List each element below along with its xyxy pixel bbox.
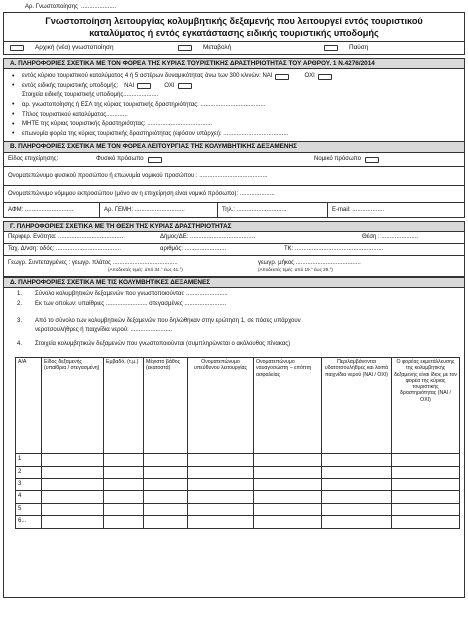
table-cell[interactable]: [322, 516, 392, 528]
table-cell[interactable]: [254, 503, 322, 515]
question-3: [17, 318, 459, 341]
table-cell[interactable]: [254, 491, 322, 503]
col-header-same-operator: Ο φορέας εκμετάλλευσης της κολυμβητικής δεξαμενής είναι ίδιος με τον φορέα της κύριας τουριστικής δραστηριότητας (ΝΑΙ / ΟΧΙ): [392, 358, 460, 454]
entity-type-label: Είδος επιχείρησης:: [8, 156, 59, 163]
coordinates-line: [4, 256, 464, 276]
special-yes-label: ΝΑΙ: [124, 82, 135, 89]
region-line: [4, 232, 464, 244]
table-row: [16, 466, 460, 478]
option-change: [178, 44, 324, 52]
table-cell[interactable]: [42, 478, 104, 490]
col-header-area: Εμβαδό. (τ.μ.): [104, 358, 144, 454]
longitude-field[interactable]: γεωγρ. μήκος .......................................: [258, 259, 361, 266]
table-cell[interactable]: [104, 466, 144, 478]
question-2-number: 2.: [17, 301, 23, 308]
col-header-aa: Α/Α: [16, 358, 42, 454]
table-cell[interactable]: [392, 478, 460, 490]
section-a-heading: Α. ΠΛΗΡΟΦΟΡΙΕΣ ΣΧΕΤΙΚΑ ΜΕ ΤΟΝ ΦΟΡΕΑ ΤΗΣ ΚΥΡΙΑΣ ΤΟΥΡΙΣΤΙΚΗΣ ΔΡΑΣΤΗΡΙΟΤΗΤΑΣ ΤΟΥ ΑΡΘΡΟΥ. 1 Ν.4276/2014: [3, 58, 465, 69]
cessation-checkbox[interactable]: [324, 45, 338, 51]
initial-label: Αρχική (νέα) γνωστοποίηση: [35, 44, 114, 52]
table-cell[interactable]: [188, 454, 254, 466]
natural-person-checkbox[interactable]: [148, 157, 162, 163]
table-cell[interactable]: [254, 478, 322, 490]
table-cell[interactable]: [188, 478, 254, 490]
email-field[interactable]: E-mail: ...................: [332, 206, 385, 213]
row-number: 3: [16, 478, 42, 490]
section-c-body: [3, 232, 465, 277]
table-cell[interactable]: [188, 516, 254, 528]
table-cell[interactable]: [144, 478, 188, 490]
table-cell[interactable]: [42, 491, 104, 503]
table-cell[interactable]: [104, 478, 144, 490]
special-label: εντός ειδικής τουριστικής υποδομής:: [22, 82, 119, 89]
hotel-label: εντός κύριου τουριστικού καταλύματος 4 ή 5 αστέρων δυναμικότητας άνω των 300 κλινών: ΝΑΙ: [22, 73, 273, 80]
special-details-field[interactable]: Στοιχεία ειδικής τουριστικής υποδομής.....................: [22, 92, 159, 99]
table-cell[interactable]: [392, 491, 460, 503]
protocol-number-line: [3, 3, 465, 12]
hotel-yes-checkbox[interactable]: [275, 74, 289, 80]
street-number-field[interactable]: αριθμός: .........................: [160, 246, 227, 253]
table-cell[interactable]: [144, 491, 188, 503]
gemi-field[interactable]: Αρ. ΓΕΜΗ: ..............................: [100, 203, 218, 217]
bullet: •: [12, 110, 15, 118]
table-cell[interactable]: [322, 503, 392, 515]
table-cell[interactable]: [322, 491, 392, 503]
special-no-label: ΟΧΙ: [164, 82, 175, 89]
section-b-heading: Β. ΠΛΗΡΟΦΟΡΙΕΣ ΣΧΕΤΙΚΑ ΜΕ ΤΟΝ ΦΟΡΕΑ ΛΕΙΤΟΥΡΓΙΑΣ ΤΗΣ ΚΟΛΥΜΒΗΤΙΚΗΣ ΔΕΞΑΜΕΝΗΣ: [3, 142, 465, 153]
question-4: [17, 341, 459, 351]
question-1-number: 1.: [17, 291, 23, 298]
table-cell[interactable]: [144, 454, 188, 466]
protocol-number-field[interactable]: .....................: [80, 3, 116, 10]
waterslides-field[interactable]: νεροτσουλήθρες ή παιχνίδια νερού: .........................: [35, 327, 173, 334]
change-label: Μεταβολή: [203, 44, 232, 52]
postcode-field[interactable]: ΤΚ: .....................................................: [284, 246, 384, 253]
table-cell[interactable]: [188, 491, 254, 503]
bullet: •: [12, 72, 15, 80]
section-a-item-operator: [12, 130, 458, 140]
question-3-number: 3.: [17, 318, 23, 325]
section-a-item-special: [12, 82, 458, 92]
section-a-item-license: [12, 101, 458, 111]
form-title-line-2: καταλύματος ή εντός εγκατάστασης ειδικής τουριστικής υποδομής: [89, 27, 379, 38]
table-cell[interactable]: [104, 516, 144, 528]
longitude-hint: (Αποδεκτές τιμές: από 19.° έως 29.°): [258, 267, 333, 272]
table-cell[interactable]: [322, 466, 392, 478]
question-4-number: 4.: [17, 341, 23, 348]
table-cell[interactable]: [322, 478, 392, 490]
pools-table: [15, 357, 460, 528]
table-header-row: [16, 358, 460, 454]
bullet: •: [12, 130, 15, 138]
table-row: [16, 478, 460, 490]
col-header-waterslides: Περιλαμβάνονται υδατοτσουλήθρες και λοιπά παιχνίδια νερού (ΝΑΙ / ΟΧΙ): [322, 358, 392, 454]
notification-type-row: [3, 42, 465, 55]
change-checkbox[interactable]: [178, 45, 192, 51]
natural-person-label: Φυσικό πρόσωπο: [96, 156, 144, 163]
phone-field[interactable]: Τηλ.: ..............................: [218, 203, 328, 217]
section-a-item-special-details: [12, 91, 458, 101]
option-initial: [10, 44, 178, 52]
municipality-field[interactable]: Δήμος/ΔΕ: .......................................: [160, 234, 256, 241]
question-1: [17, 291, 459, 301]
row-number: 4: [16, 491, 42, 503]
bullet: •: [12, 82, 15, 90]
table-row: [16, 516, 460, 528]
form-title: [3, 12, 465, 42]
accommodation-title-field[interactable]: Τίτλος τουριστικού καταλύματος.............: [22, 111, 128, 118]
table-cell[interactable]: [42, 516, 104, 528]
table-cell[interactable]: [188, 503, 254, 515]
table-row: [16, 454, 460, 466]
latitude-hint: (Αποδεκτές τιμές: από 34.° έως 41.°): [108, 267, 183, 272]
col-header-operator: Ονοματεπώνυμο υπεύθυνου λειτουργίας: [188, 358, 254, 454]
legal-rep-field[interactable]: Ονοματεπώνυμο νόμιμου εκπροσώπου (μόνο αν η επιχείρηση είναι νομικό πρόσωπο): .....................: [8, 190, 275, 197]
row-number: 2: [16, 466, 42, 478]
table-cell[interactable]: [254, 516, 322, 528]
row-number: 6...: [16, 516, 42, 528]
name-row: [3, 167, 465, 186]
bullet: •: [12, 101, 15, 109]
table-cell[interactable]: [104, 491, 144, 503]
cessation-label: Παύση: [349, 44, 369, 52]
section-c-heading: Γ. ΠΛΗΡΟΦΟΡΙΕΣ ΣΧΕΤΙΚΑ ΜΕ ΤΗ ΘΕΣΗ ΤΗΣ ΚΥΡΙΑΣ ΔΡΑΣΤΗΡΙΟΤΗΤΑΣ: [3, 221, 465, 232]
legal-person-checkbox[interactable]: [365, 157, 379, 163]
mhte-field[interactable]: ΜΗΤΕ της κύριας τουριστικής δραστηριότητας: .......................................: [22, 121, 213, 128]
protocol-number-label: Αρ. Γνωστοποίησης: [25, 3, 78, 10]
table-cell[interactable]: [42, 454, 104, 466]
region-field[interactable]: Περιφερ. Ενότητα: .......................................: [8, 234, 124, 241]
form-title-line-1: Γνωστοποίηση λειτουργίας κολυμβητικής δεξαμενής που λειτουργεί εντός τουριστικού: [45, 16, 423, 26]
table-row: [16, 503, 460, 515]
table-cell[interactable]: [104, 503, 144, 515]
table-cell[interactable]: [42, 503, 104, 515]
special-no-checkbox[interactable]: [178, 83, 192, 89]
option-cessation: [324, 44, 368, 52]
col-header-depth: Μέγιστο βάθος (εκατοστά): [144, 358, 188, 454]
license-field[interactable]: αρ. γνωστοποίησης ή ΕΣΛ της κύριας τουριστικής δραστηριότητας: .......................................: [22, 101, 266, 108]
initial-checkbox[interactable]: [10, 45, 24, 51]
table-row: [16, 491, 460, 503]
table-cell[interactable]: [392, 454, 460, 466]
row-number: 1: [16, 454, 42, 466]
hotel-no-label: ΟΧΙ: [304, 73, 315, 80]
bullet: •: [12, 120, 15, 128]
section-a-item-title: [12, 110, 458, 120]
row-number: 5: [16, 503, 42, 515]
table-cell[interactable]: [42, 466, 104, 478]
address-line: [4, 244, 464, 256]
table-cell[interactable]: [392, 503, 460, 515]
table-cell[interactable]: [322, 454, 392, 466]
table-cell[interactable]: [188, 466, 254, 478]
latitude-field[interactable]: Γεωγρ. Συντεταγμένες : γεωγρ. πλάτος .......................................: [8, 259, 178, 266]
table-cell[interactable]: [392, 466, 460, 478]
question-4-text: Στοιχεία κολυμβητικών δεξαμενών που γνωστοποιούνται (συμπληρώνεται ο ακόλουθος πίνακας): [35, 341, 291, 348]
hotel-no-checkbox[interactable]: [318, 74, 332, 80]
table-cell[interactable]: [144, 516, 188, 528]
col-header-pool-type: Είδος δεξαμενής (υπαίθρια / στεγασμένη): [42, 358, 104, 454]
section-a-item-hotel: [12, 72, 458, 82]
position-field[interactable]: Θέση : ......................: [362, 234, 419, 241]
street-field[interactable]: Ταχ. Δ/νση: οδός: .......................................: [8, 246, 121, 253]
legal-person-label: Νομικό πρόσωπο: [314, 156, 361, 163]
name-field[interactable]: Ονοματεπώνυμο φυσικού προσώπου ή επωνυμία νομικού προσώπου : .........................................: [8, 172, 268, 179]
col-header-lifeguard: Ονοματεπώνυμο ναυαγοσώστη – επόπτη ασφαλείας: [254, 358, 322, 454]
table-cell[interactable]: [254, 466, 322, 478]
table-cell[interactable]: [254, 454, 322, 466]
afm-field[interactable]: ΑΦΜ: .............................: [4, 203, 100, 217]
outdoor-indoor-field[interactable]: Εκ των οποίων: υπαίθριες ......................... στεγασμένες .........................: [35, 301, 227, 308]
table-cell[interactable]: [144, 466, 188, 478]
section-a-item-mhte: [12, 120, 458, 130]
total-pools-field[interactable]: Σύνολο κολυμβητικών δεξαμενών που γνωστοποιούνται: .........................: [35, 291, 228, 298]
section-d-body: [3, 288, 465, 598]
table-cell[interactable]: [392, 516, 460, 528]
section-d-heading: Δ. ΠΛΗΡΟΦΟΡΙΕΣ ΣΧΕΤΙΚΑ ΜΕ ΤΙΣ ΚΟΛΥΜΒΗΤΙΚΕΣ ΔΕΞΑΜΕΝΕΣ: [3, 277, 465, 288]
legal-rep-row: [3, 186, 465, 203]
contact-row: [3, 203, 465, 218]
special-yes-checkbox[interactable]: [137, 83, 151, 89]
question-3-text: Από το σύνολο των κολυμβητικών δεξαμενών που δηλώθηκαν στην ερώτηση 1, σε πόσες υπάρχουν: [35, 318, 301, 325]
section-a-body: [3, 69, 465, 142]
operator-name-field[interactable]: επωνυμία φορέα της κύριας τουριστικής δραστηριότητας (εφόσον υπάρχει): .......................................: [22, 130, 289, 137]
entity-type-row: [3, 153, 465, 167]
table-cell[interactable]: [144, 503, 188, 515]
question-2: [17, 301, 459, 318]
table-cell[interactable]: [104, 454, 144, 466]
